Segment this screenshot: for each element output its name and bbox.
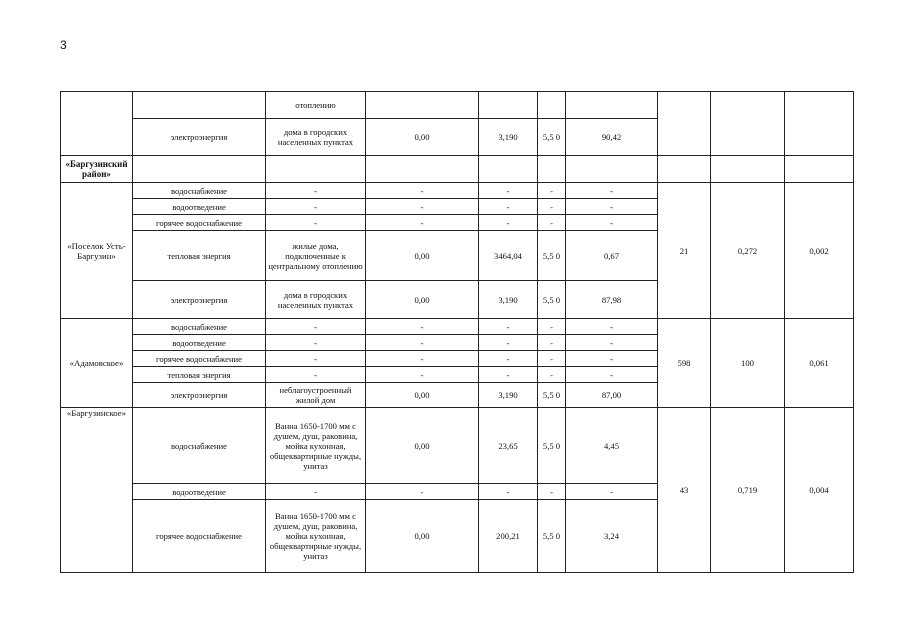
- service-cell: горячее водоснабжение: [133, 351, 266, 367]
- service-cell: тепловая энергия: [133, 367, 266, 383]
- value-cell: -: [538, 367, 566, 383]
- value-cell: -: [479, 484, 538, 500]
- value-cell: -: [566, 319, 658, 335]
- settlement-name: «Баргузинское»: [61, 408, 133, 573]
- value-cell: 0,00: [366, 408, 479, 484]
- value-cell: -: [479, 215, 538, 231]
- desc-cell: -: [266, 351, 366, 367]
- service-cell: электроэнергия: [133, 383, 266, 408]
- summary-cell: 0,061: [785, 319, 854, 408]
- settlement-name: «Поселок Усть-Баргузин»: [61, 183, 133, 319]
- value-cell: 5,5 0: [538, 281, 566, 319]
- desc-cell: -: [266, 367, 366, 383]
- desc-cell: неблагоустроенный жилой дом: [266, 383, 366, 408]
- tariff-table: [60, 91, 854, 573]
- value-cell: -: [538, 199, 566, 215]
- summary-cell: 0,272: [711, 183, 785, 319]
- desc-cell: -: [266, 215, 366, 231]
- table-row: [61, 92, 854, 119]
- summary-cell: 0,002: [785, 183, 854, 319]
- value-cell: 0,00: [366, 281, 479, 319]
- value-cell: -: [566, 335, 658, 351]
- desc-cell: дома в городских населенных пунктах: [266, 281, 366, 319]
- value-cell: -: [538, 484, 566, 500]
- value-cell: 3464,04: [479, 231, 538, 281]
- value-cell: 4,45: [566, 408, 658, 484]
- region-name: «Баргузинский район»: [61, 156, 133, 183]
- value-cell: -: [566, 484, 658, 500]
- value-cell: -: [366, 335, 479, 351]
- summary-cell: 100: [711, 319, 785, 408]
- service-cell: электроэнергия: [133, 281, 266, 319]
- value-cell: -: [538, 215, 566, 231]
- value-cell: -: [479, 367, 538, 383]
- value-cell: -: [538, 335, 566, 351]
- value-cell: 0,00: [366, 231, 479, 281]
- desc-cell: Ванна 1650-1700 мм с душем, душ, раковина, мойка кухонная, общеквартирные нужды, унитаз: [266, 408, 366, 484]
- value-cell: -: [566, 215, 658, 231]
- value-cell: -: [538, 351, 566, 367]
- desc-cell: -: [266, 199, 366, 215]
- value-cell: 87,98: [566, 281, 658, 319]
- desc-cell: -: [266, 183, 366, 199]
- page-number: 3: [60, 38, 67, 52]
- value-cell: -: [566, 367, 658, 383]
- value-cell: -: [366, 199, 479, 215]
- value-cell: -: [479, 199, 538, 215]
- value-cell: -: [366, 183, 479, 199]
- value-cell: -: [566, 183, 658, 199]
- desc-cell: отоплению: [266, 92, 366, 119]
- desc-cell: -: [266, 335, 366, 351]
- value-cell: 0,00: [366, 383, 479, 408]
- value-cell: 5,5 0: [538, 383, 566, 408]
- value-cell: 5,5 0: [538, 119, 566, 156]
- service-cell: электроэнергия: [133, 119, 266, 156]
- value-cell: -: [479, 351, 538, 367]
- summary-cell: 43: [658, 408, 711, 573]
- value-cell: 0,00: [366, 119, 479, 156]
- region-row: [61, 156, 854, 183]
- table-row: [61, 408, 854, 484]
- value-cell: -: [538, 319, 566, 335]
- value-cell: -: [566, 351, 658, 367]
- table-row: [61, 183, 854, 199]
- value-cell: 200,21: [479, 500, 538, 573]
- service-cell: водоснабжение: [133, 319, 266, 335]
- summary-cell: 598: [658, 319, 711, 408]
- desc-cell: жилые дома, подключенные к центральному отоплению: [266, 231, 366, 281]
- value-cell: -: [366, 351, 479, 367]
- value-cell: 5,5 0: [538, 408, 566, 484]
- service-cell: водоснабжение: [133, 183, 266, 199]
- service-cell: водоотведение: [133, 484, 266, 500]
- value-cell: 0,67: [566, 231, 658, 281]
- settlement-name: «Адамовское»: [61, 319, 133, 408]
- value-cell: 3,190: [479, 119, 538, 156]
- value-cell: -: [566, 199, 658, 215]
- value-cell: -: [479, 335, 538, 351]
- desc-cell: Ванна 1650-1700 мм с душем, душ, раковина, мойка кухонная, общеквартирные нужды, унитаз: [266, 500, 366, 573]
- desc-cell: дома в городских населенных пунктах: [266, 119, 366, 156]
- value-cell: 87,00: [566, 383, 658, 408]
- value-cell: 23,65: [479, 408, 538, 484]
- value-cell: -: [366, 215, 479, 231]
- service-cell: водоотведение: [133, 335, 266, 351]
- desc-cell: -: [266, 484, 366, 500]
- table-row: [61, 319, 854, 335]
- value-cell: 3,190: [479, 383, 538, 408]
- value-cell: -: [366, 319, 479, 335]
- service-cell: водоотведение: [133, 199, 266, 215]
- value-cell: 3,24: [566, 500, 658, 573]
- value-cell: 5,5 0: [538, 500, 566, 573]
- value-cell: 5,5 0: [538, 231, 566, 281]
- value-cell: 90,42: [566, 119, 658, 156]
- value-cell: -: [479, 319, 538, 335]
- summary-cell: 0,004: [785, 408, 854, 573]
- value-cell: -: [538, 183, 566, 199]
- service-cell: тепловая энергия: [133, 231, 266, 281]
- service-cell: горячее водоснабжение: [133, 215, 266, 231]
- value-cell: 0,00: [366, 500, 479, 573]
- value-cell: -: [479, 183, 538, 199]
- summary-cell: 21: [658, 183, 711, 319]
- desc-cell: -: [266, 319, 366, 335]
- summary-cell: 0,719: [711, 408, 785, 573]
- value-cell: 3,190: [479, 281, 538, 319]
- value-cell: -: [366, 484, 479, 500]
- value-cell: -: [366, 367, 479, 383]
- service-cell: горячее водоснабжение: [133, 500, 266, 573]
- service-cell: водоснабжение: [133, 408, 266, 484]
